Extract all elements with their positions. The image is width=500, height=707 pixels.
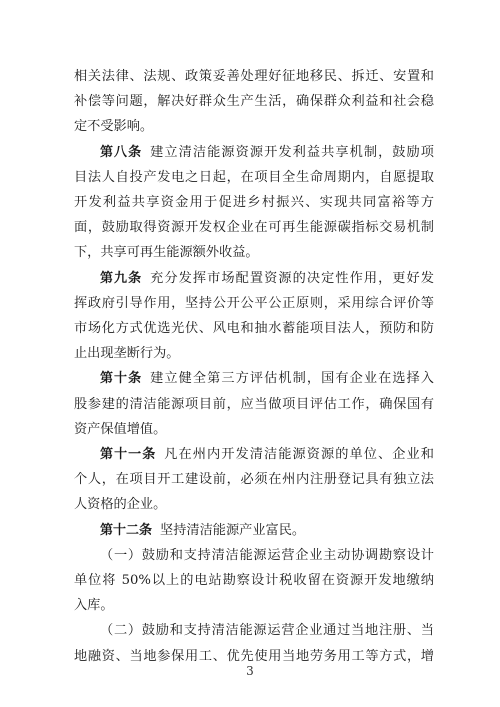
text-line: 股参建的清洁能源项目前，应当做项目评估工作，确保国有 bbox=[74, 396, 434, 412]
article-9-text: 充分发挥市场配置资源的决定性作用，更好发 bbox=[150, 270, 434, 286]
clause-1-first-line: （一）鼓励和支持清洁能源运营企业主动协调勘察设计 bbox=[100, 547, 434, 563]
article-12-text: 坚持清洁能源产业富民。 bbox=[160, 522, 306, 538]
text-line: 人资格的企业。 bbox=[74, 497, 167, 513]
text-line: 止出现垄断行为。 bbox=[74, 346, 180, 362]
text-line: 目法人自投产发电之日起，在项目全生命周期内，自愿提取 bbox=[74, 169, 434, 185]
text-line: 资产保值增值。 bbox=[74, 421, 167, 437]
text-line: 定不受影响。 bbox=[74, 119, 154, 135]
article-9-first-line bbox=[100, 268, 434, 290]
text-line: 单位将 50%以上的电站勘察设计税收留在资源开发地缴纳 bbox=[74, 573, 434, 588]
article-12-first-line bbox=[100, 520, 434, 542]
article-10-first-line bbox=[100, 368, 434, 390]
article-8-label: 第八条 bbox=[100, 144, 143, 160]
text-line: 入库。 bbox=[74, 598, 114, 614]
article-11-text: 凡在州内开发清洁能源资源的单位、企业和 bbox=[164, 447, 434, 462]
article-10-text: 建立健全第三方评估机制，国有企业在选择入 bbox=[150, 371, 434, 387]
text-line: 下，共享可再生能源额外收益。 bbox=[74, 245, 259, 261]
text-line: 市场化方式优选光伏、风电和抽水蓄能项目法人，预防和防 bbox=[74, 321, 434, 336]
text-line: 地融资、当地参保用工、优先使用当地劳务用工等方式，增 bbox=[74, 648, 434, 664]
article-8-text: 建立清洁能源资源开发利益共享机制，鼓励项 bbox=[150, 144, 434, 160]
text-line: 个人，在项目开工建设前，必须在州内注册登记具有独立法 bbox=[74, 472, 434, 488]
text-line: 开发利益共享资金用于促进乡村振兴、实现共同富裕等方 bbox=[74, 195, 434, 210]
article-9-label: 第九条 bbox=[100, 270, 143, 286]
article-12-label: 第十二条 bbox=[100, 522, 153, 538]
text-line: 挥政府引导作用，坚持公开公平公正原则，采用综合评价等 bbox=[74, 295, 434, 311]
text-line: 面，鼓励取得资源开发权企业在可再生能源碳指标交易机制 bbox=[74, 220, 434, 236]
article-11-first-line bbox=[100, 444, 434, 466]
text-line: 相关法律、法规、政策妥善处理好征地移民、拆迁、安置和 bbox=[74, 69, 434, 84]
page-number: 3 bbox=[246, 664, 254, 678]
text-line: 补偿等问题，解决好群众生产生活，确保群众利益和社会稳 bbox=[74, 94, 434, 110]
article-8-first-line bbox=[100, 142, 434, 164]
clause-2-first-line: （二）鼓励和支持清洁能源运营企业通过当地注册、当 bbox=[100, 623, 434, 639]
article-10-label: 第十条 bbox=[100, 371, 143, 387]
article-11-label: 第十一条 bbox=[100, 447, 157, 462]
